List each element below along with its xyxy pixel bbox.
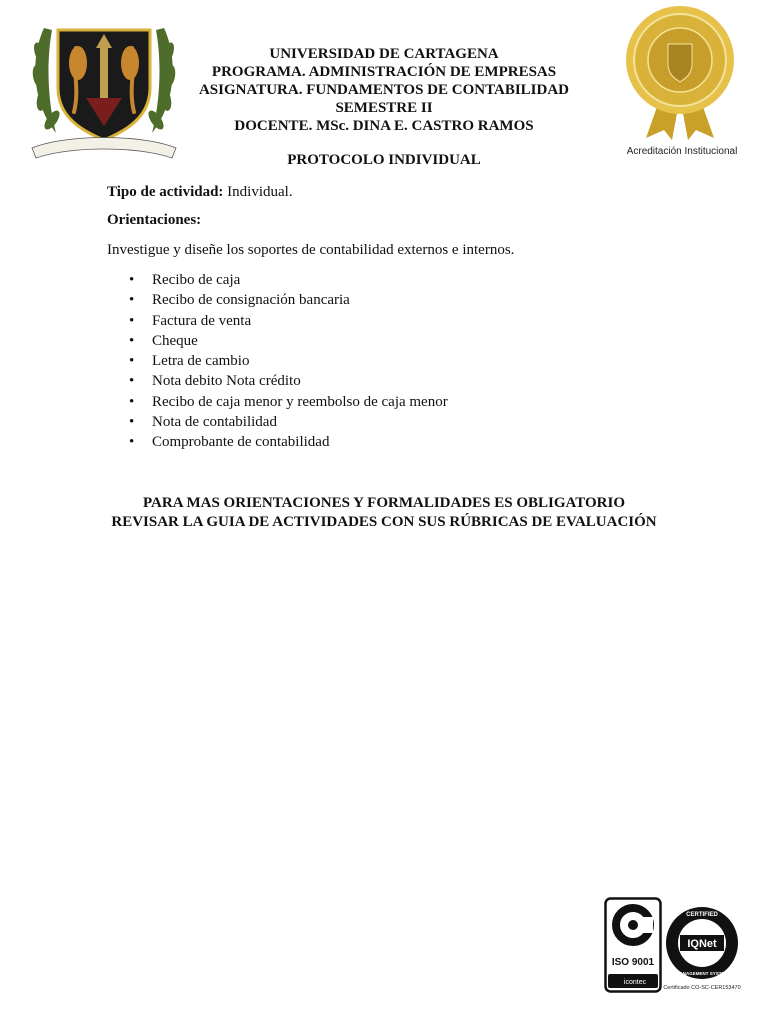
iqnet-badge-icon xyxy=(664,905,740,995)
bullet-icon: • xyxy=(129,332,135,349)
bullet-icon: • xyxy=(129,312,135,329)
bullet-icon: • xyxy=(129,292,135,309)
semester-line: SEMESTRE II xyxy=(335,100,433,116)
icontec-label: icontec xyxy=(623,979,647,986)
bullet-icon: • xyxy=(129,393,135,410)
activity-type-value: Individual. xyxy=(227,184,293,200)
closing-line-2: REVISAR LA GUIA DE ACTIVIDADES CON SUS RÚBRICAS DE EVALUACIÓN xyxy=(111,514,657,530)
list-item xyxy=(107,392,687,412)
closing-notice xyxy=(60,494,708,532)
document-title: PROTOCOLO INDIVIDUAL xyxy=(287,152,481,168)
orientations-heading xyxy=(107,210,687,230)
list-item-text: Letra de cambio xyxy=(152,353,250,370)
list-item xyxy=(107,290,687,310)
header-block xyxy=(150,45,618,135)
list-item xyxy=(107,371,687,391)
list-item-text: Factura de venta xyxy=(152,312,252,329)
gold-seal-icon xyxy=(624,4,736,140)
iso-9001-badge-icon xyxy=(604,897,662,993)
program-line: PROGRAMA. ADMINISTRACIÓN DE EMPRESAS xyxy=(211,64,557,80)
list-item xyxy=(107,351,687,371)
main-content xyxy=(107,182,687,453)
bullet-icon: • xyxy=(129,434,135,451)
bullet-icon: • xyxy=(129,272,135,288)
activity-type-label: Tipo de actividad: xyxy=(107,184,224,200)
list-item xyxy=(107,412,687,432)
university-name: UNIVERSIDAD DE CARTAGENA xyxy=(269,46,499,62)
certificate-number: Certificado CO-SC-CER153470 xyxy=(663,985,741,991)
list-item-text: Cheque xyxy=(152,332,198,349)
list-item xyxy=(107,331,687,351)
bullet-icon: • xyxy=(129,373,135,390)
iqnet-bottom-label: MANAGEMENT SYSTEM xyxy=(675,971,729,976)
bullet-icon: • xyxy=(129,414,135,431)
list-item-text: Recibo de consignación bancaria xyxy=(152,292,350,309)
documents-list xyxy=(107,270,687,453)
accreditation-seal xyxy=(620,4,744,160)
list-item-text: Recibo de caja menor y reembolso de caja menor xyxy=(152,393,448,410)
orientations-label: Orientaciones: xyxy=(107,212,202,228)
list-item xyxy=(107,270,687,290)
course-line: ASIGNATURA. FUNDAMENTOS DE CONTABILIDAD xyxy=(198,82,570,98)
bullet-icon: • xyxy=(129,353,135,370)
list-item-text: Nota debito Nota crédito xyxy=(152,373,301,390)
seal-caption: Acreditación Institucional xyxy=(626,146,738,157)
teacher-line: DOCENTE. MSc. DINA E. CASTRO RAMOS xyxy=(234,118,534,134)
instruction-text: Investigue y diseñe los soportes de contabilidad externos e internos. xyxy=(107,242,515,258)
list-item-text: Recibo de caja xyxy=(152,272,241,288)
activity-type-line xyxy=(107,182,687,202)
iqnet-top-label: CERTIFIED xyxy=(686,912,718,918)
list-item xyxy=(107,432,687,452)
list-item-text: Comprobante de contabilidad xyxy=(152,434,330,451)
iqnet-label: IQNet xyxy=(687,938,717,950)
closing-line-1: PARA MAS ORIENTACIONES Y FORMALIDADES ES OBLIGATORIO xyxy=(142,495,625,511)
list-item-text: Nota de contabilidad xyxy=(152,414,277,431)
list-item xyxy=(107,311,687,331)
iso-label: ISO 9001 xyxy=(611,957,655,968)
